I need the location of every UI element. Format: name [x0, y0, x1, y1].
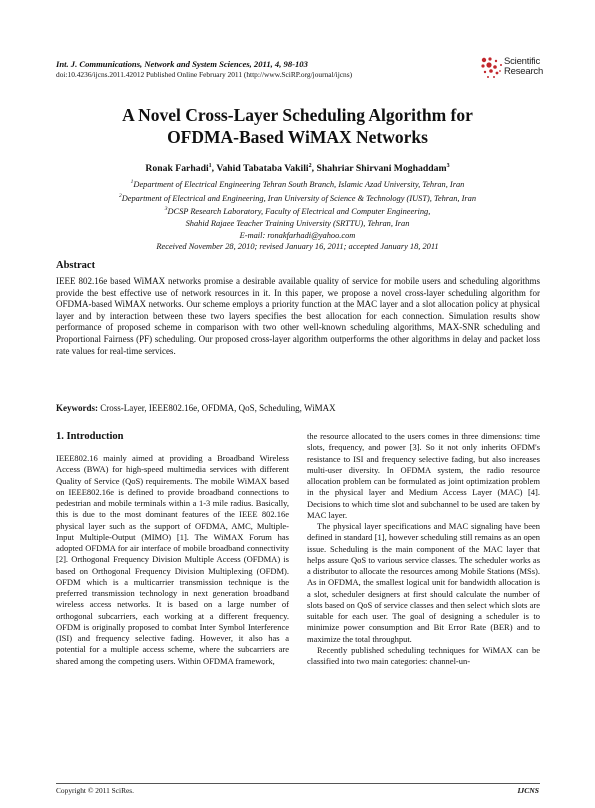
paper-title [40, 104, 555, 148]
body-column-right [307, 431, 540, 667]
author-name: Vahid Tabataba Vakili [216, 163, 309, 175]
logo-dot [481, 64, 484, 67]
affiliation-text: Shahid Rajaee Teacher Training University (SRTTU), Tehran, Iran [185, 218, 410, 228]
title-line: A Novel Cross-Layer Scheduling Algorithm for [122, 105, 473, 125]
affiliation-line [40, 191, 555, 205]
paragraph: IEEE802.16 mainly aimed at providing a Broadband Wireless Access (BWA) for high-speed multimedia services with different Quality of Service (QoS) requirements. The mobile WiMAX based on IEEE802.16e is defined to provide broadband connections to pedestrian and mobile terminals within a 1-3 mile radius. Basically, this is due to the most dominant features of the IEEE 802.16e physical layer such as the support of OFDMA, AMC, Multiple-Input Multiple-Output (MIMO) [1]. The WiMAX Forum has adopted OFDMA for air interface of mobile broadband connectivity [2]. Orthogonal Frequency Division Multiple Access (OFDMA) is based on Orthogonal Frequency Division Multiplexing (OFDM). OFDM which is a multicarrier transmission technique is the preferred transmission technology in next generation broadband wireless access networks. It is based on a large number of orthogonal subcarriers, each working at a different frequency. OFDM is originally proposed to combat Inter Symbol Interference (ISI) and frequency selective fading. However, it also has a potential for a multiple access scheme, where the subcarriers are shared among the competing users. Within OFDMA framework, [56, 453, 289, 666]
author-affiliation-mark: 2 [308, 163, 312, 169]
footer-divider [56, 783, 540, 784]
logo-dot [493, 76, 495, 78]
scientific-research-logo-icon [480, 56, 504, 80]
affiliation-line [40, 204, 555, 218]
keywords-label: Keywords: [56, 403, 98, 413]
author-list [40, 163, 555, 174]
abstract-text: IEEE 802.16e based WiMAX networks promise a desirable available quality of service for mobile users and scheduling algorithms provide the best effective use of network resources in it. In this paper, we propose a novel cross-layer scheduling algorithm for OFDMA-based WiMAX networks. Our scheme employs a priority function at the MAC layer and a slot allocation policy at physical layer and by interaction between these two layers specifies the best allocation for each connection. Simulation results show performance of proposed scheme in comparison with two other well-known scheduling algorithms, MAX-SNR scheduling and Proportional Fairness (PF) scheduling. Our proposed cross-layer algorithm outperforms the other algorithms in delay and packet loss rate values for real-time services. [56, 276, 540, 356]
dates-text: Received November 28, 2010; revised January 16, 2011; accepted January 18, 2011 [156, 242, 439, 252]
email-line [40, 230, 555, 242]
logo-word-2: Research [504, 66, 544, 77]
logo-dot [496, 72, 499, 75]
logo-dot [482, 58, 486, 62]
author-affiliation-mark: 1 [208, 163, 212, 169]
body-column-left [56, 453, 289, 667]
email-text: E-mail: ronakfarhadi@yahoo.com [239, 230, 356, 240]
logo-dot [487, 76, 489, 78]
received-dates [40, 241, 555, 253]
keywords [56, 403, 540, 413]
affiliation-mark: 3 [164, 206, 168, 213]
section-heading-introduction: 1. Introduction [56, 431, 124, 442]
journal-citation: Int. J. Communications, Network and System Sciences, 2011, 4, 98-103 [56, 59, 308, 69]
paragraph: The physical layer specifications and MAC signaling have been defined in standard [1], however scheduling still remains as an open issue. Scheduling is the main component of the MAC layer that helps assure QoS to various service classes. The scheduler works as a distributor to allocate the resources among Mobile Stations (MSs). As in OFDMA, the smallest logical unit for bandwidth allocation is a slot, scheduler designers at first should calculate the number of slots based on QoS of service classes and then select which slots are suitable for each user. The goal of designing a scheduler is to minimize power consumption and Bit Error Rate (BER) and to maximize the total throughput. [307, 521, 540, 644]
author-separator: , [311, 163, 317, 175]
logo-dot [486, 62, 491, 67]
publisher-logo [480, 55, 544, 81]
logo-word-1: Scientific [504, 56, 541, 67]
abstract-heading: Abstract [56, 260, 96, 271]
paragraph: the resource allocated to the users comes in three dimensions: time slots, frequency, and power [3]. So it not only inherits OFDM's resistance to ISI and frequency selective fading, but also increases multi-user diversity. In OFDMA system, the radio resource allocation problem can be formulated as joint optimization problem in the physical layer and Medium Access Layer (MAC) [4]. Decisions to which time slot and subchannel to be used are taken by MAC layer. [307, 431, 540, 520]
logo-dot [489, 69, 493, 73]
author-name: Shahriar Shirvani Moghaddam [316, 163, 447, 175]
logo-dot [499, 70, 501, 72]
affiliation-mark: 2 [118, 192, 122, 199]
affiliation-text: DCSP Research Laboratory, Faculty of Electrical and Computer Engineering, [167, 206, 431, 216]
paragraph: Recently published scheduling techniques for WiMAX can be classified into two main categories: channel-un- [307, 644, 540, 666]
author-name: Ronak Farhadi [145, 163, 209, 175]
affiliation-text: Department of Electrical and Engineering, Iran University of Science & Technology (IUST), Tehran, Iran [121, 193, 477, 203]
affiliation-line [40, 177, 555, 191]
author-affiliation-mark: 3 [446, 163, 450, 169]
affiliations [40, 177, 555, 253]
logo-dot [484, 71, 486, 73]
affiliation-line [40, 218, 555, 230]
logo-dot [493, 65, 497, 69]
footer-journal-abbr: IJCNS [517, 786, 539, 795]
footer-copyright: Copyright © 2011 SciRes. [56, 786, 135, 795]
logo-dot [495, 60, 497, 62]
logo-dot [500, 64, 502, 66]
affiliation-text: Department of Electrical Engineering Tehran South Branch, Islamic Azad University, Tehran, Iran [133, 179, 465, 189]
author-separator: , [211, 163, 217, 175]
doi-line: doi:10.4236/ijcns.2011.42012 Published Online February 2011 (http://www.SciRP.org/journal/ijcns) [56, 70, 353, 79]
keywords-text: Cross-Layer, IEEE802.16e, OFDMA, QoS, Scheduling, WiMAX [98, 403, 336, 413]
title-line: OFDMA-Based WiMAX Networks [167, 127, 428, 147]
affiliation-mark: 1 [130, 179, 134, 185]
logo-dot [488, 57, 491, 60]
